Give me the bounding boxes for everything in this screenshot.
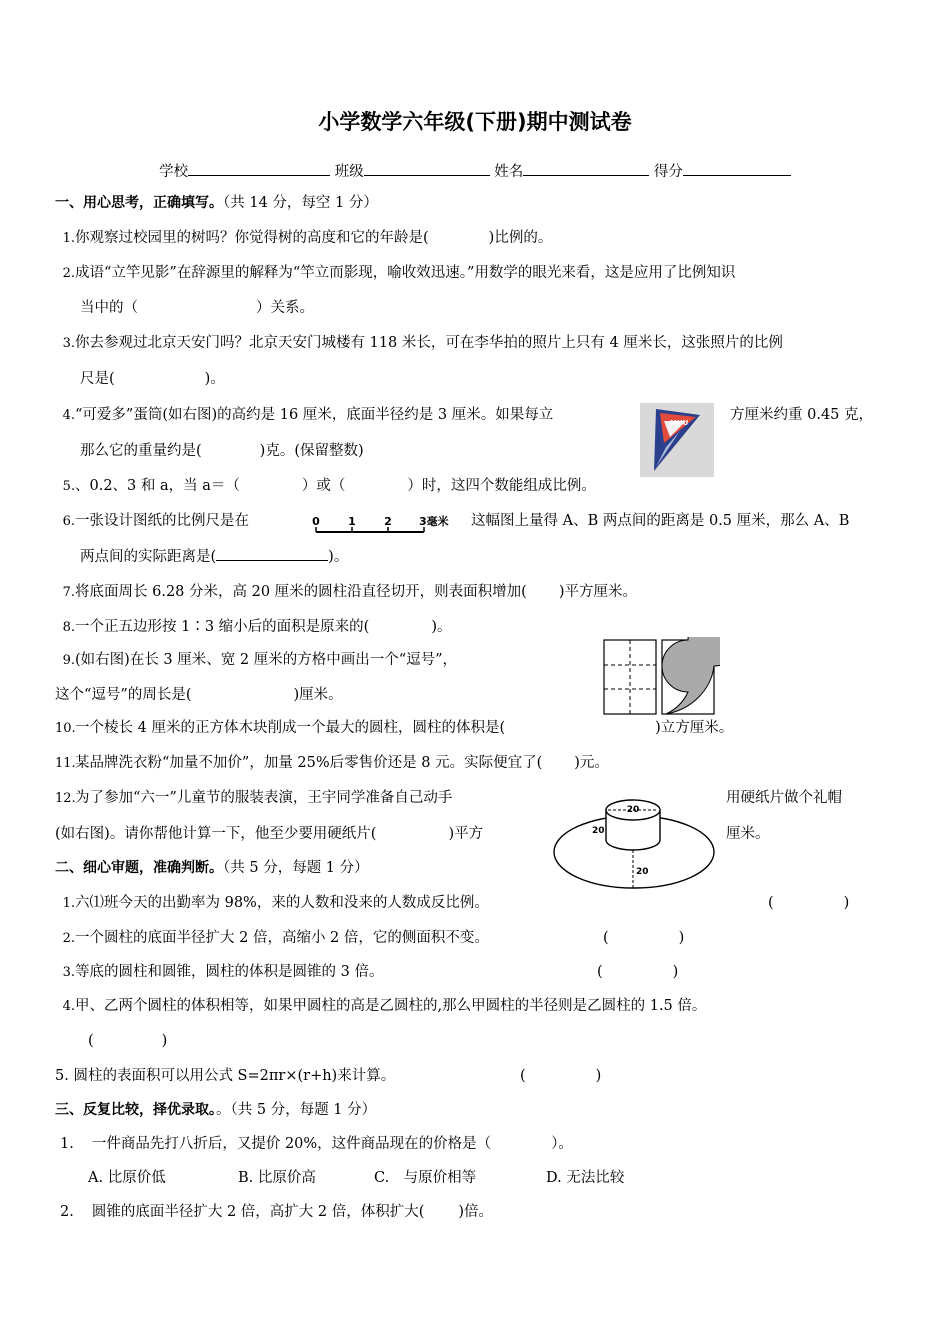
question-2-line-1: 2.成语“立竿见影”在辞源里的解释为“竿立而影现，喻收效迅速。”用数学的眼光来看，这是应用了比例知识 — [62, 265, 736, 281]
question-2-line-2: 当中的（ ）关系。 — [80, 300, 314, 316]
question-9-line-1: 9.(如右图)在长 3 厘米、宽 2 厘米的方格中画出一个“逗号”， — [62, 652, 458, 668]
scale-tick-3: 3毫米 — [419, 515, 449, 528]
hat-side-label: 20 — [592, 826, 605, 836]
judge-2: 2.一个圆柱的底面半径扩大 2 倍，高缩小 2 倍，它的侧面积不变。 — [62, 930, 489, 946]
choice-1-option-b[interactable]: B. 比原价高 — [238, 1170, 316, 1186]
name-blank[interactable] — [523, 160, 649, 176]
judge-5-answer[interactable]: ( ) — [520, 1068, 602, 1084]
question-6-line-2: 两点间的实际距离是( )。 — [80, 549, 349, 565]
question-9-line-2: 这个“逗号”的周长是( )厘米。 — [55, 687, 343, 703]
judge-3-answer[interactable]: ( ) — [597, 964, 679, 980]
name-label: 姓名 — [494, 164, 524, 180]
answer-blank[interactable] — [216, 548, 328, 561]
student-info-line — [0, 160, 950, 181]
question-7: 7.将底面周长 6.28 分米，高 20 厘米的圆柱沿直径切开，则表面积增加( )平方厘米。 — [62, 584, 637, 600]
question-11: 11.某品牌洗衣粉“加量不加价”，加量 25%后零售价还是 8 元。实际便宜了( )元。 — [55, 755, 609, 771]
section-1-heading: 一、用心思考，正确填写。（共 14 分，每空 1 分） — [55, 195, 378, 211]
question-4-line-2: 那么它的重量约是( )克。(保留整数) — [80, 443, 364, 459]
svg-text:MUU: MUU — [670, 419, 689, 427]
question-4-line-1: 4.“可爱多”蛋筒(如右图)的高约是 16 厘米，底面半径约是 3 厘米。如果每立 — [62, 407, 554, 423]
question-12-line-1-end: 用硬纸片做个礼帽 — [726, 790, 842, 806]
page-title: 小学数学六年级(下册)期中测试卷 — [318, 110, 632, 134]
choice-2: 2. 圆锥的底面半径扩大 2 倍，高扩大 2 倍，体积扩大( )倍。 — [60, 1204, 494, 1220]
question-3-line-1: 3.你去参观过北京天安门吗？北京天安门城楼有 118 米长，可在李华拍的照片上只有 4 厘米长，这张照片的比例 — [62, 335, 783, 351]
choice-1-option-d[interactable]: D. 无法比较 — [546, 1170, 625, 1186]
class-label: 班级 — [334, 164, 364, 180]
section-3-heading: 三、反复比较，择优录取。。（共 5 分，每题 1 分） — [55, 1102, 377, 1118]
question-6-line-1-end: 这幅图上量得 A、B 两点间的距离是 0.5 厘米，那么 A、B — [471, 513, 850, 529]
question-8: 8.一个正五边形按 1∶3 缩小后的面积是原来的( )。 — [62, 619, 452, 635]
scale-tick-2: 2 — [384, 515, 392, 528]
score-label: 得分 — [653, 164, 683, 180]
class-blank[interactable] — [364, 160, 490, 176]
judge-1-answer[interactable]: ( ) — [768, 895, 850, 911]
question-3-line-2: 尺是( )。 — [80, 371, 225, 387]
choice-1-option-c[interactable]: C. 与原价相等 — [374, 1170, 477, 1186]
question-4-line-1-end: 方厘米约重 0.45 克， — [730, 407, 874, 423]
question-12-line-2-end: 厘米。 — [726, 826, 770, 842]
comma-grid-diagram — [600, 637, 720, 717]
question-1: 1.你观察过校园里的树吗？你觉得树的高度和它的年龄是( )比例的。 — [62, 230, 553, 246]
hat-brim-label: 20 — [636, 867, 649, 877]
ice-cream-cone-image — [640, 403, 714, 477]
hat-top-label: 20 — [626, 805, 640, 815]
judge-4: 4.甲、乙两个圆柱的体积相等，如果甲圆柱的高是乙圆柱的,那么甲圆柱的半径则是乙圆柱的 1.5 倍。 — [62, 998, 707, 1014]
judge-3: 3.等底的圆柱和圆锥，圆柱的体积是圆锥的 3 倍。 — [62, 964, 384, 980]
school-blank[interactable] — [188, 160, 330, 176]
score-blank[interactable] — [683, 160, 791, 176]
judge-2-answer[interactable]: ( ) — [603, 930, 685, 946]
judge-5: 5. 圆柱的表面积可以用公式 S=2πr×(r+h)来计算。 — [55, 1068, 396, 1084]
question-12-line-1: 12.为了参加“六一”儿童节的服装表演，王宇同学准备自己动手 — [55, 790, 453, 806]
choice-1: 1. 一件商品先打八折后，又提价 20%，这件商品现在的价格是（ ）。 — [60, 1136, 573, 1152]
school-label: 学校 — [159, 164, 189, 180]
question-12-line-2: (如右图)。请你帮他计算一下，他至少要用硬纸片( )平方 — [55, 826, 484, 842]
section-2-heading: 二、细心审题，准确判断。（共 5 分，每题 1 分） — [55, 860, 369, 876]
hat-diagram — [550, 790, 720, 892]
question-5: 5.、0.2、3 和 a，当 a＝（ ）或（ ）时，这四个数能组成比例。 — [62, 478, 596, 494]
scale-tick-0: 0 — [312, 515, 320, 528]
judge-1: 1.六⑴班今天的出勤率为 98%，来的人数和没来的人数成反比例。 — [62, 895, 489, 911]
judge-4-answer[interactable]: ( ) — [88, 1033, 168, 1049]
scale-tick-1: 1 — [348, 515, 356, 528]
choice-1-option-a[interactable]: A. 比原价低 — [88, 1170, 166, 1186]
question-10: 10.一个棱长 4 厘米的正方体木块削成一个最大的圆柱，圆柱的体积是( )立方厘米。 — [55, 720, 734, 736]
question-6-line-1: 6.一张设计图纸的比例尺是在 — [62, 513, 249, 529]
scale-bar-diagram — [306, 510, 466, 540]
